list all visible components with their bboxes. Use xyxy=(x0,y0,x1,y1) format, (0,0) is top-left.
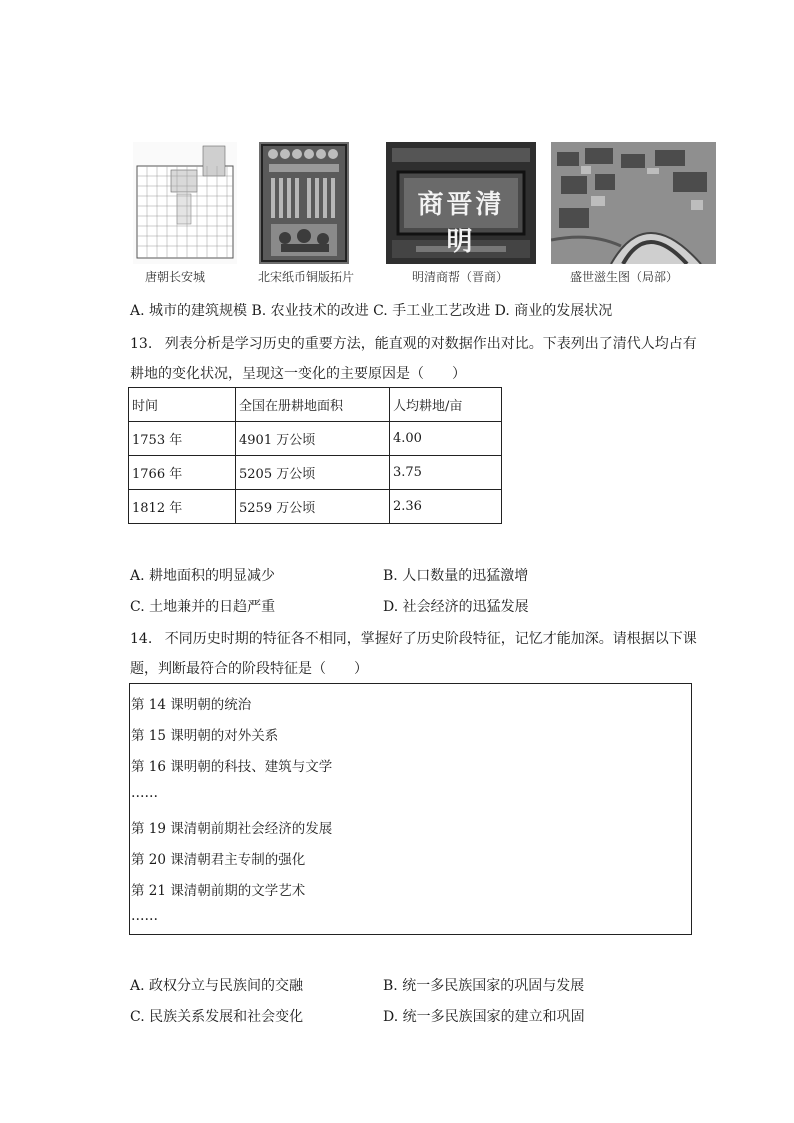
lesson-list-box xyxy=(129,683,692,935)
table-cell: 4901 万公顷 xyxy=(236,422,390,456)
q14-option-d[interactable]: D. 统一多民族国家的建立和巩固 xyxy=(383,1009,585,1025)
table-cell: 5205 万公顷 xyxy=(236,456,390,490)
q14-text-line1: 不同历史时期的特征各不相同，掌握好了历史阶段特征，记忆才能加深。请根据以下课 xyxy=(164,631,697,647)
table-row xyxy=(129,422,502,456)
table-header-row xyxy=(129,388,502,422)
lesson-ellipsis: …… xyxy=(131,785,158,801)
painting-drawing xyxy=(551,142,716,264)
lesson-line: 第 21 课清朝前期的文学艺术 xyxy=(131,883,306,899)
q13-option-b[interactable]: B. 人口数量的迅猛激增 xyxy=(383,568,529,584)
q14-stem-line1 xyxy=(130,628,697,648)
table-header-cell: 人均耕地/亩 xyxy=(390,388,502,422)
q13-option-a[interactable]: A. 耕地面积的明显减少 xyxy=(130,568,276,584)
paper-money-rubbing-drawing xyxy=(259,142,349,264)
q13-number: 13. xyxy=(130,336,153,352)
table-cell: 1766 年 xyxy=(129,456,236,490)
lesson-ellipsis: …… xyxy=(131,908,158,924)
lesson-line: 第 20 课清朝君主专制的强化 xyxy=(131,852,306,868)
lesson-line: 第 14 课明朝的统治 xyxy=(131,697,252,713)
table-header-cell: 时间 xyxy=(129,388,236,422)
q13-option-d[interactable]: D. 社会经济的迅猛发展 xyxy=(383,599,529,615)
lesson-line: 第 15 课明朝的对外关系 xyxy=(131,728,279,744)
table-cell: 5259 万公顷 xyxy=(236,490,390,524)
q14-stem-line2: 题，判断最符合的阶段特征是（ ） xyxy=(130,661,368,677)
table-row xyxy=(129,456,502,490)
lesson-line: 第 19 课清朝前期社会经济的发展 xyxy=(131,821,333,837)
arable-land-table xyxy=(128,387,502,524)
lesson-line: 第 16 课明朝的科技、建筑与文学 xyxy=(131,759,333,775)
q14-option-b[interactable]: B. 统一多民族国家的巩固与发展 xyxy=(383,978,585,994)
table-cell: 4.00 xyxy=(390,422,502,456)
q13-stem-line1 xyxy=(130,333,697,353)
table-cell: 1753 年 xyxy=(129,422,236,456)
city-grid-drawing xyxy=(133,142,237,264)
table-row xyxy=(129,490,502,524)
q13-stem-line2: 耕地的变化状况，呈现这一变化的主要原因是（ ） xyxy=(130,366,466,382)
caption-merchant-plaque: 明清商帮（晋商） xyxy=(412,270,509,284)
merchant-plaque-image xyxy=(386,142,536,264)
q13-option-c[interactable]: C. 土地兼并的日趋严重 xyxy=(130,599,276,615)
q12-options: A. 城市的建筑规模 B. 农业技术的改进 C. 手工业工艺改进 D. 商业的发展状况 xyxy=(130,303,613,319)
song-paper-money-image xyxy=(259,142,349,264)
shengshi-zisheng-painting-image xyxy=(551,142,716,264)
q14-number: 14. xyxy=(130,631,153,647)
tang-changan-map-image xyxy=(133,142,237,264)
q14-option-a[interactable]: A. 政权分立与民族间的交融 xyxy=(130,978,304,994)
table-header-cell: 全国在册耕地面积 xyxy=(236,388,390,422)
table-cell: 3.75 xyxy=(390,456,502,490)
caption-shengshi-zisheng: 盛世滋生图（局部） xyxy=(570,270,679,284)
caption-song-paper-money: 北宋纸币铜版拓片 xyxy=(258,270,355,284)
table-cell: 2.36 xyxy=(390,490,502,524)
q13-text-line1: 列表分析是学习历史的重要方法，能直观的对数据作出对比。下表列出了清代人均占有 xyxy=(164,336,697,352)
plaque-text: 商晋清明 xyxy=(417,190,505,257)
caption-tang-changan: 唐朝长安城 xyxy=(145,270,206,284)
q14-option-c[interactable]: C. 民族关系发展和社会变化 xyxy=(130,1009,304,1025)
table-cell: 1812 年 xyxy=(129,490,236,524)
